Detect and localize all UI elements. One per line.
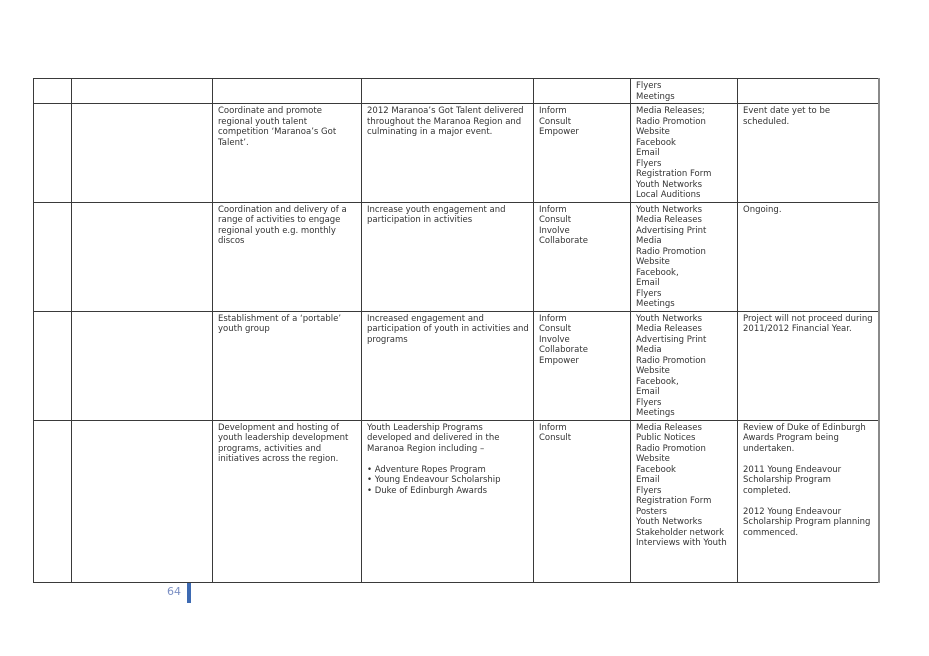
cell-action: [213, 104, 362, 203]
text-line: Radio Promotion: [636, 116, 706, 127]
table-row: [34, 202, 879, 311]
text-line: Meetings: [636, 299, 675, 309]
text-line: Media: [636, 345, 662, 355]
text-line: Media Releases: [636, 215, 702, 225]
cell-status: [738, 420, 879, 582]
table-row: [34, 104, 879, 203]
cell-blank-wide: [72, 420, 213, 582]
text-line: Media: [636, 236, 662, 246]
text-line: Website: [636, 366, 670, 376]
text-line: Facebook,: [636, 267, 679, 278]
text-line: [367, 454, 529, 465]
cell-blank-wide: [72, 104, 213, 203]
text-line: Stakeholder network: [636, 527, 725, 538]
cell-action: [213, 420, 362, 582]
text-line: Interviews with Youth: [636, 538, 727, 548]
text-line: Inform: [539, 204, 567, 215]
text-line: Meetings: [636, 91, 675, 102]
text-line: Facebook: [636, 137, 676, 148]
text-line: Development and hosting of youth leadership development programs, activities and initiatives across the region.: [218, 422, 349, 464]
text-line: Youth Networks: [636, 313, 702, 324]
text-line: 2012 Maranoa’s Got Talent delivered throughout the Maranoa Region and culminating in a major event.: [367, 106, 524, 137]
text-line: Consult: [539, 324, 572, 334]
text-line: Flyers: [636, 288, 662, 299]
text-line: Radio Promotion: [636, 355, 706, 366]
table-row: [34, 79, 879, 104]
text-line: Project will not proceed during 2011/2012 Financial Year.: [743, 313, 873, 334]
text-line: Establishment of a ‘portable’ youth group: [218, 313, 342, 334]
text-line: Website: [636, 257, 670, 267]
text-line: Public Notices: [636, 433, 696, 443]
text-line: Youth Networks: [636, 204, 702, 215]
cell-blank-narrow: [34, 202, 72, 311]
text-line: Media Releases: [636, 422, 702, 433]
cell-engagement-level: [534, 202, 631, 311]
cell-engagement-level: [534, 79, 631, 104]
text-line: • Young Endeavour Scholarship: [367, 475, 501, 485]
cell-outcome: [362, 79, 534, 104]
text-line: Ongoing.: [743, 204, 782, 215]
cell-status: [738, 202, 879, 311]
text-line: 2011 Young Endeavour Scholarship Program completed.: [743, 464, 842, 496]
cell-outcome: [362, 420, 534, 582]
text-line: Flyers: [636, 81, 662, 91]
cell-engagement-level: [534, 420, 631, 582]
text-line: Meetings: [636, 408, 675, 418]
text-line: Email: [636, 148, 660, 158]
cell-methods: [631, 79, 738, 104]
text-line: • Adventure Ropes Program: [367, 464, 486, 475]
text-line: Website: [636, 454, 670, 464]
text-line: Involve: [539, 225, 570, 236]
text-line: Facebook: [636, 464, 676, 475]
text-line: Flyers: [636, 485, 662, 496]
text-line: Media Releases: [636, 324, 702, 334]
cell-status: [738, 79, 879, 104]
text-line: Radio Promotion: [636, 443, 706, 454]
cell-action: [213, 79, 362, 104]
text-line: 2012 Young Endeavour Scholarship Program planning commenced.: [743, 506, 871, 538]
cell-blank-wide: [72, 311, 213, 420]
cell-methods: [631, 104, 738, 203]
table-row: [34, 420, 879, 582]
text-line: Local Auditions: [636, 190, 701, 200]
text-line: Inform: [539, 313, 567, 324]
text-line: Consult: [539, 433, 572, 443]
cell-methods: [631, 311, 738, 420]
text-line: Coordinate and promote regional youth talent competition ‘Maranoa’s Got Talent’.: [218, 106, 337, 148]
text-line: Email: [636, 387, 660, 397]
text-line: Flyers: [636, 397, 662, 408]
text-line: Empower: [539, 127, 579, 137]
youth-programs-table: [33, 78, 880, 583]
text-line: Youth Networks: [636, 517, 702, 527]
cell-status: [738, 104, 879, 203]
text-line: Registration Form: [636, 169, 712, 179]
cell-blank-narrow: [34, 311, 72, 420]
text-line: Collaborate: [539, 345, 588, 355]
cell-blank-wide: [72, 79, 213, 104]
text-line: Youth Networks: [636, 179, 702, 190]
text-line: Posters: [636, 506, 667, 517]
cell-blank-narrow: [34, 104, 72, 203]
cell-methods: [631, 420, 738, 582]
text-line: Inform: [539, 106, 567, 116]
text-line: Advertising Print: [636, 334, 707, 345]
text-line: Coordination and delivery of a range of activities to engage regional youth e.g. monthly discos: [218, 204, 347, 246]
cell-blank-wide: [72, 202, 213, 311]
text-line: Consult: [539, 116, 572, 127]
text-line: Flyers: [636, 158, 662, 169]
cell-methods: [631, 202, 738, 311]
table-row: [34, 311, 879, 420]
text-line: Inform: [539, 422, 567, 433]
text-line: Increase youth engagement and participation in activities: [367, 204, 506, 225]
text-line: • Duke of Edinburgh Awards: [367, 485, 488, 496]
text-line: Empower: [539, 355, 579, 366]
text-line: Review of Duke of Edinburgh Awards Program being undertaken.: [743, 422, 866, 454]
cell-blank-narrow: [34, 79, 72, 104]
text-line: Radio Promotion: [636, 246, 706, 257]
text-line: Email: [636, 278, 660, 288]
page-number: 64: [167, 585, 181, 598]
text-line: Website: [636, 127, 670, 137]
text-line: Involve: [539, 334, 570, 345]
text-line: Event date yet to be scheduled.: [743, 106, 831, 127]
text-line: Email: [636, 475, 660, 485]
cell-action: [213, 311, 362, 420]
cell-engagement-level: [534, 311, 631, 420]
text-line: Consult: [539, 215, 572, 225]
text-line: Advertising Print: [636, 225, 707, 236]
cell-outcome: [362, 104, 534, 203]
text-line: Registration Form: [636, 496, 712, 506]
cell-engagement-level: [534, 104, 631, 203]
text-line: Collaborate: [539, 236, 588, 246]
text-line: Youth Leadership Programs developed and delivered in the Maranoa Region including –: [367, 422, 500, 454]
cell-action: [213, 202, 362, 311]
text-line: Media Releases;: [636, 106, 705, 116]
cell-outcome: [362, 202, 534, 311]
table-body: [34, 79, 879, 583]
cell-outcome: [362, 311, 534, 420]
cell-blank-narrow: [34, 420, 72, 582]
text-line: Facebook,: [636, 376, 679, 387]
page-number-bar: [187, 583, 191, 603]
cell-status: [738, 311, 879, 420]
text-line: [743, 454, 874, 465]
text-line: Increased engagement and participation of youth in activities and programs: [367, 313, 529, 345]
text-line: [743, 496, 874, 507]
